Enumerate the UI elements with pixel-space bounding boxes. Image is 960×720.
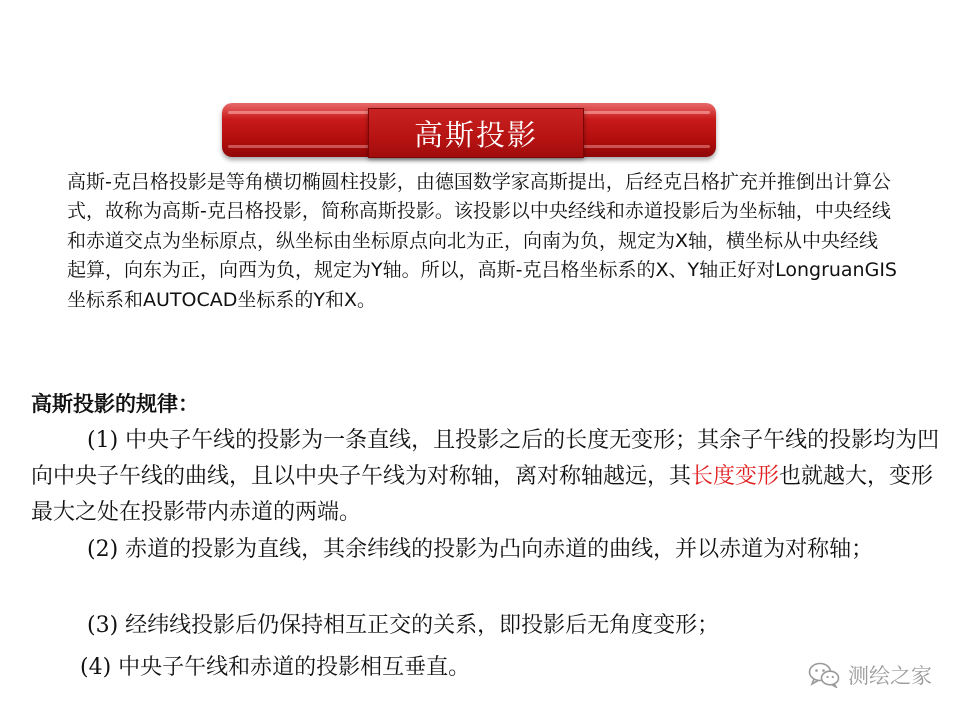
rule-1 xyxy=(31,423,949,531)
rule-1-text-after: 也就越大，变形最大之处在投影带内赤道的两端。 xyxy=(31,464,934,525)
wechat-icon xyxy=(808,662,840,688)
rule-4: (4) 中央子午线和赤道的投影相互垂直。 xyxy=(80,655,471,680)
title-banner xyxy=(222,103,716,157)
intro-paragraph: 高斯-克吕格投影是等角横切椭圆柱投影，由德国数学家高斯提出，后经克吕格扩充并推倒出计算公式，故称为高斯-克吕格投影，简称高斯投影。该投影以中央经线和赤道投影后为坐标轴，中央经线和赤道交点为坐标原点，纵坐标由坐标原点向北为正，向南为负，规定为X轴，横坐标从中央经线起算，向东为正，向西为负，规定为Y轴。所以，高斯-克吕格坐标系的X、Y轴正好对LongruanGIS坐标系和AUTOCAD坐标系的Y和X。 xyxy=(67,171,897,311)
rule-2: (2) 赤道的投影为直线，其余纬线的投影为凸向赤道的曲线，并以赤道为对称轴； xyxy=(87,537,874,562)
rule-1-text-before: (1) 中央子午线的投影为一条直线，且投影之后的长度无变形；其余子午线的投影均为凹向中央子午线的曲线，且以中央子午线为对称轴，离对称轴越远，其 xyxy=(31,428,940,489)
rule-3: (3) 经纬线投影后仍保持相互正交的关系，即投影后无角度变形； xyxy=(87,613,720,638)
page-title: 高斯投影 xyxy=(413,117,538,152)
watermark-text: 测绘之家 xyxy=(848,664,932,688)
watermark xyxy=(808,660,932,690)
rules-heading: 高斯投影的规律： xyxy=(31,391,199,416)
rule-1-highlight: 长度变形 xyxy=(691,464,780,489)
banner-title-box xyxy=(368,108,584,158)
